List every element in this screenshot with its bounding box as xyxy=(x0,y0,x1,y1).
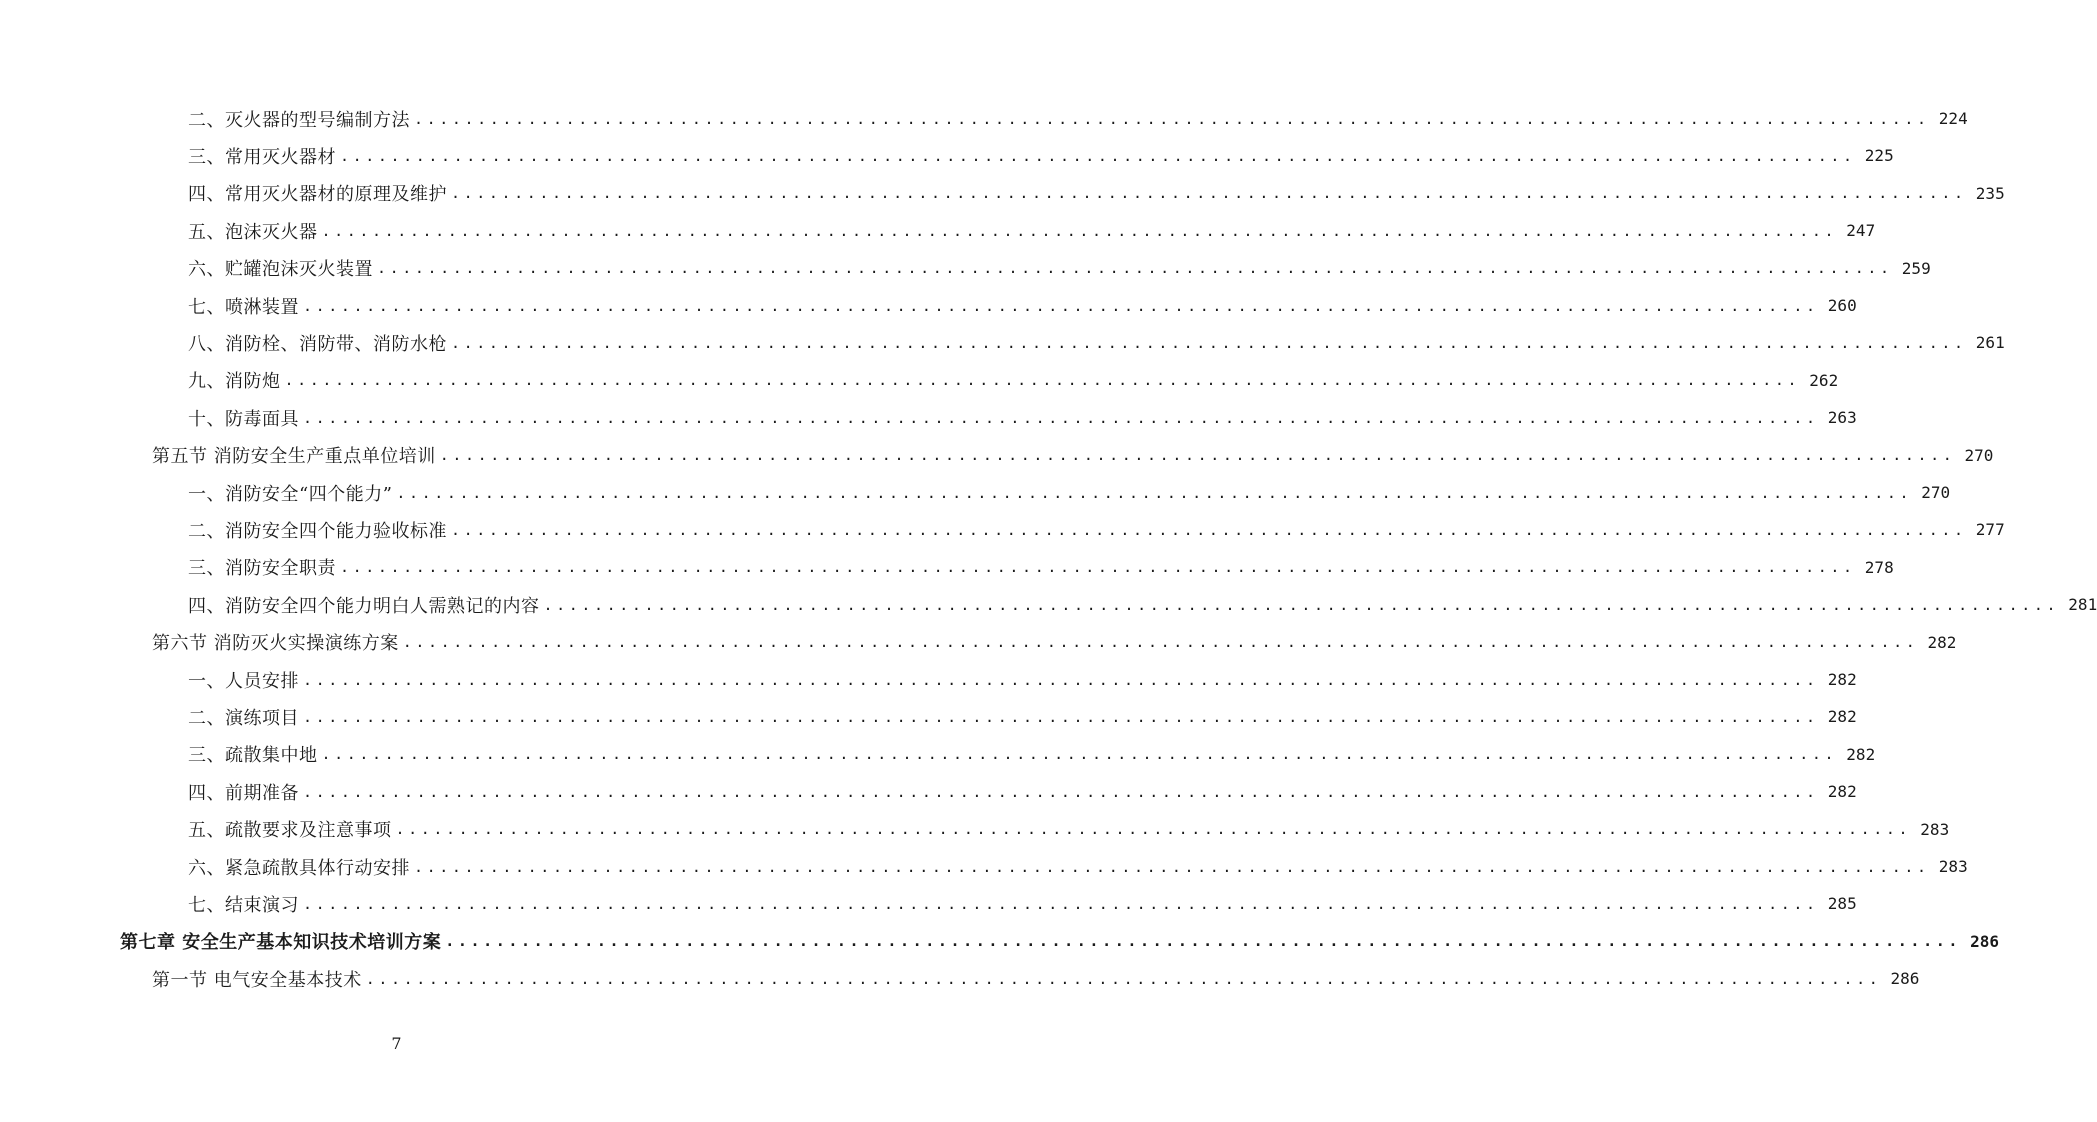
toc-entry-page: 235 xyxy=(1975,183,2005,203)
toc-dot-leader: ........................................................................................................................ xyxy=(303,782,1819,801)
toc-entry-page: 283 xyxy=(1920,819,1950,839)
toc-entry-label: 三、消防安全职责 xyxy=(188,558,336,580)
toc-entry-label: 五、泡沫灭火器 xyxy=(188,221,318,243)
toc-section-entry xyxy=(152,624,1957,661)
toc-dot-leader: ........................................................................................................................ xyxy=(439,446,1956,465)
toc-item-entry xyxy=(188,811,1950,848)
toc-entry-page: 282 xyxy=(1827,707,1857,727)
toc-item-entry xyxy=(188,212,1876,249)
toc-dot-leader: ........................................................................................................................ xyxy=(303,894,1819,913)
toc-entry-label: 九、消防炮 xyxy=(188,371,281,393)
toc-entry-label: 四、前期准备 xyxy=(188,782,299,804)
toc-entry-page: 270 xyxy=(1964,445,1994,465)
toc-entry-page: 247 xyxy=(1846,221,1876,241)
toc-item-entry xyxy=(188,848,1968,885)
toc-section-entry xyxy=(152,437,1994,474)
toc-entry-label: 七、结束演习 xyxy=(188,894,299,916)
toc-entry-label: 八、消防栓、消防带、消防水枪 xyxy=(188,333,447,355)
toc-item-entry xyxy=(188,773,1857,810)
toc-item-entry xyxy=(188,137,1894,174)
toc-dot-leader: ........................................................................................................................ xyxy=(340,146,1856,165)
toc-entry-label: 四、消防安全四个能力明白人需熟记的内容 xyxy=(188,595,540,617)
toc-entry-page: 282 xyxy=(1827,782,1857,802)
toc-entry-label: 六、紧急疏散具体行动安排 xyxy=(188,857,410,879)
toc-entry-page: 261 xyxy=(1975,333,2005,353)
toc-entry-label: 二、灭火器的型号编制方法 xyxy=(188,109,410,131)
toc-entry-label: 第七章 安全生产基本知识技术培训方案 xyxy=(120,932,442,954)
toc-entry-page: 263 xyxy=(1827,408,1857,428)
toc-entry-label: 二、消防安全四个能力验收标准 xyxy=(188,520,447,542)
toc-dot-leader: ........................................................................................................................ xyxy=(396,483,1913,502)
toc-dot-leader: ........................................................................................................................ xyxy=(445,932,1961,951)
toc-dot-leader: ........................................................................................................................ xyxy=(303,707,1819,726)
toc-entry-page: 285 xyxy=(1827,894,1857,914)
toc-item-entry xyxy=(188,250,1931,287)
toc-dot-leader: ........................................................................................................................ xyxy=(303,670,1819,689)
toc-item-entry xyxy=(188,885,1857,922)
toc-section-entry xyxy=(152,960,1920,997)
toc-dot-leader: ........................................................................................................................ xyxy=(340,558,1856,577)
toc-item-entry xyxy=(188,586,2097,623)
toc-entry-page: 262 xyxy=(1809,370,1839,390)
toc-dot-leader: ........................................................................................................................ xyxy=(377,259,1893,278)
toc-entry-label: 三、疏散集中地 xyxy=(188,745,318,767)
toc-item-entry xyxy=(188,324,2005,361)
toc-dot-leader: ........................................................................................................................ xyxy=(543,595,2060,614)
toc-item-entry xyxy=(188,362,1839,399)
toc-dot-leader: ........................................................................................................................ xyxy=(402,633,1919,652)
toc-dot-leader: ........................................................................................................................ xyxy=(395,820,1912,839)
toc-item-entry xyxy=(188,100,1968,137)
toc-item-entry xyxy=(188,549,1894,586)
toc-dot-leader: ........................................................................................................................ xyxy=(451,184,1967,203)
toc-dot-leader: ........................................................................................................................ xyxy=(414,857,1930,876)
toc-entry-page: 286 xyxy=(1890,969,1920,989)
toc-entry-label: 七、喷淋装置 xyxy=(188,296,299,318)
toc-item-entry xyxy=(188,399,1857,436)
toc-entry-page: 283 xyxy=(1938,857,1968,876)
toc-dot-leader: ........................................................................................................................ xyxy=(321,745,1838,764)
toc-entry-page: 225 xyxy=(1864,146,1894,166)
toc-entry-label: 第五节 消防安全生产重点单位培训 xyxy=(152,446,436,468)
toc-entry-page: 286 xyxy=(1970,931,1999,951)
toc-dot-leader: ........................................................................................................................ xyxy=(321,221,1838,240)
toc-item-entry xyxy=(188,698,1857,735)
toc-entry-page: 282 xyxy=(1827,670,1857,689)
toc-entry-label: 一、人员安排 xyxy=(188,670,299,692)
toc-item-entry xyxy=(188,511,2005,548)
toc-dot-leader: ........................................................................................................................ xyxy=(451,333,1967,352)
toc-dot-leader: ........................................................................................................................ xyxy=(451,520,1967,539)
toc-dot-leader: ........................................................................................................................ xyxy=(303,408,1819,427)
toc-item-entry xyxy=(188,474,1951,511)
toc-entry-page: 278 xyxy=(1864,557,1894,577)
toc-entry-page: 282 xyxy=(1846,744,1876,764)
toc-dot-leader: ........................................................................................................................ xyxy=(414,109,1930,128)
toc-dot-leader: ........................................................................................................................ xyxy=(303,296,1819,315)
toc-entry-page: 224 xyxy=(1938,109,1968,128)
toc-entry-label: 十、防毒面具 xyxy=(188,408,299,430)
page-number: 7 xyxy=(391,1034,402,1053)
toc-item-entry xyxy=(188,175,2005,212)
toc-entry-page: 277 xyxy=(1975,520,2005,540)
toc-entry-page: 270 xyxy=(1921,483,1951,502)
toc-entry-page: 259 xyxy=(1901,258,1931,278)
toc-chapter-entry xyxy=(120,923,1999,960)
toc-entry-page: 282 xyxy=(1927,632,1957,652)
toc-item-entry xyxy=(188,287,1857,324)
toc-item-entry xyxy=(188,736,1876,773)
toc-entry-label: 第一节 电气安全基本技术 xyxy=(152,969,362,991)
toc-entry-label: 六、贮罐泡沫灭火装置 xyxy=(188,259,373,281)
toc-dot-leader: ........................................................................................................................ xyxy=(365,969,1882,988)
toc-entry-label: 二、演练项目 xyxy=(188,707,299,729)
toc-entry-label: 四、常用灭火器材的原理及维护 xyxy=(188,184,447,206)
toc-entry-page: 281 xyxy=(2068,595,2097,615)
toc-entry-label: 三、常用灭火器材 xyxy=(188,146,336,168)
toc-item-entry xyxy=(188,661,1857,698)
toc-dot-leader: ........................................................................................................................ xyxy=(284,371,1801,390)
toc-entry-page: 260 xyxy=(1827,296,1857,315)
toc-entry-label: 一、消防安全“四个能力” xyxy=(188,483,393,505)
toc-entry-label: 第六节 消防灭火实操演练方案 xyxy=(152,633,399,655)
toc-entry-label: 五、疏散要求及注意事项 xyxy=(188,820,392,842)
